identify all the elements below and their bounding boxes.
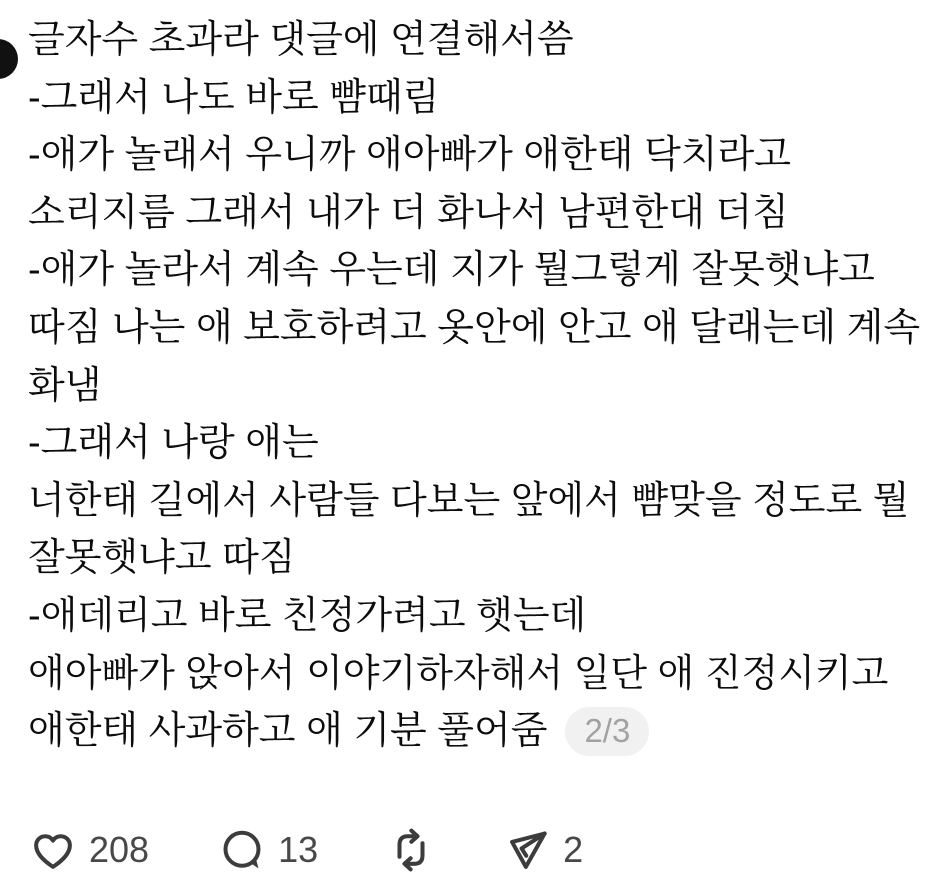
like-count: 208 [89, 828, 150, 870]
send-icon [504, 827, 550, 873]
post-text-line: -그래서 나도 바로 뺨때림 [28, 76, 440, 119]
post-text-line: 따짐 나는 애 보호하려고 옷안에 안고 애 달래는데 계속 [28, 306, 921, 349]
repost-icon [388, 827, 434, 873]
post-text-line: 잘못햇냐고 따짐 [28, 537, 296, 580]
heart-icon [30, 827, 76, 873]
post-text-line: 글자수 초과라 댓글에 연결해서씀 [28, 19, 574, 61]
post-text-line: -애데리고 바로 친정가려고 햇는데 [28, 594, 587, 637]
share-button[interactable] [504, 827, 583, 873]
post-text-line: 화냄 [28, 364, 102, 407]
share-count: 2 [563, 828, 584, 870]
like-button[interactable] [30, 827, 149, 873]
post-text-line: 너한태 길에서 사람들 다보는 앞에서 뺨맞을 정도로 뭘 [28, 479, 910, 522]
post-text-last-line [28, 703, 925, 761]
post-action-bar [30, 827, 933, 873]
comment-icon [219, 827, 265, 873]
post-text-line: 애한태 사과하고 애 기분 풀어줌 [28, 710, 548, 753]
post-text-line: 애아빠가 앉아서 이야기하자해서 일단 애 진정시키고 [28, 652, 889, 695]
reply-button[interactable] [219, 827, 318, 873]
post-text-line: -그래서 나랑 애는 [28, 422, 319, 465]
reply-count: 13 [278, 828, 319, 870]
post-text-line: 소리지름 그래서 내가 더 화나서 남편한대 더침 [28, 191, 789, 234]
post-text-line: -애가 놀래서 우니까 애아빠가 애한태 닥치라고 [28, 134, 791, 177]
page-indicator-badge: 2/3 [565, 707, 649, 756]
post-text-line: -애가 놀라서 계속 우는데 지가 뭘그렇게 잘못햇냐고 [28, 249, 875, 292]
repost-button[interactable] [388, 827, 434, 873]
